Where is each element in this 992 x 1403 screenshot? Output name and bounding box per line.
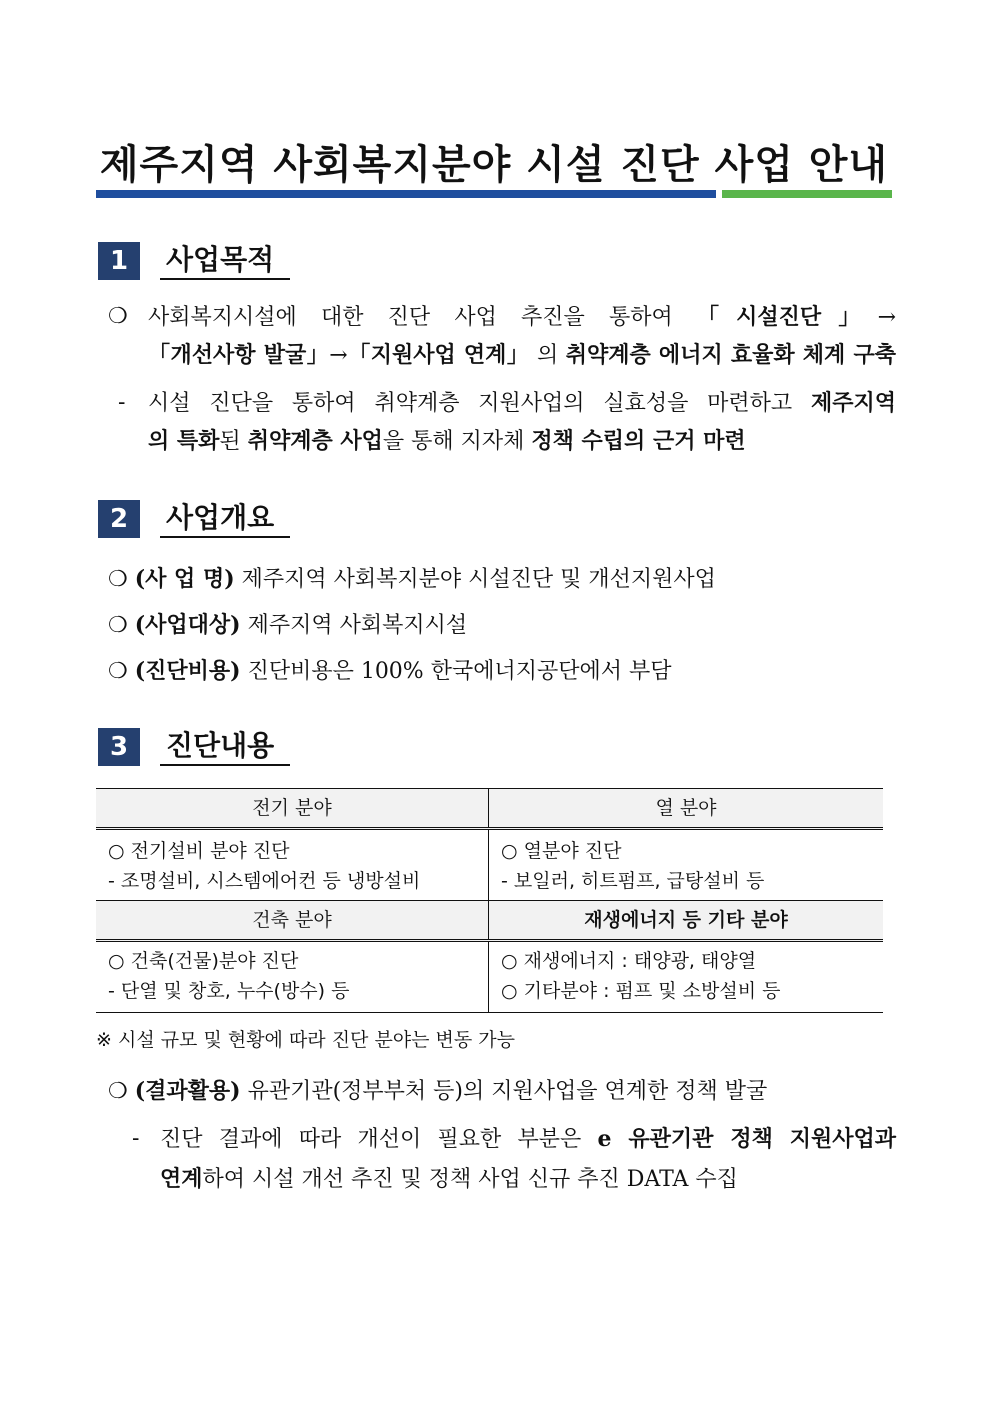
title-underline-blue: [96, 190, 716, 198]
table-cell: ○ 건축(건물)분야 진단 - 단열 및 창호, 누수(방수) 등: [96, 941, 489, 1013]
purpose-line-2: 「개선사항 발굴」→「지원사업 연계」 의 취약계층 에너지 효율화 체계 구축: [148, 342, 896, 368]
section-number-badge: 3: [98, 728, 140, 766]
section-number-badge: 1: [98, 242, 140, 280]
overview-item: ❍ (사 업 명) 제주지역 사회복지분야 시설진단 및 개선지원사업: [108, 566, 716, 592]
table-cell: ○ 재생에너지 : 태양광, 태양열 ○ 기타분야 : 펌프 및 소방설비 등: [489, 941, 884, 1013]
diagnosis-table: [96, 788, 883, 1013]
section-number-badge: 2: [98, 500, 140, 538]
overview-item: ❍ (사업대상) 제주지역 사회복지시설: [108, 612, 468, 638]
table-header-cell: 열 분야: [489, 789, 884, 829]
result-sub-marker: -: [132, 1126, 140, 1151]
table-cell: ○ 열분야 진단 - 보일러, 히트펌프, 급탕설비 등: [489, 829, 884, 901]
section-title: 사업개요: [160, 500, 290, 538]
table-header-cell: 전기 분야: [96, 789, 489, 829]
table-header-row: [96, 901, 883, 941]
section-title: 진단내용: [160, 728, 290, 766]
purpose-sub-line-1: 시설 진단을 통하여 취약계층 지원사업의 실효성을 마련하고 제주지역: [148, 390, 896, 416]
purpose-sub-marker: -: [118, 390, 126, 415]
table-row: [96, 941, 883, 1013]
result-sub-line-2: 연계하여 시설 개선 추진 및 정책 사업 신규 추진 DATA 수집: [160, 1166, 738, 1192]
table-header-row: [96, 789, 883, 829]
result-sub-line-1: 진단 결과에 따라 개선이 필요한 부분은 e 유관기관 정책 지원사업과: [160, 1126, 896, 1152]
table-header-cell: 건축 분야: [96, 901, 489, 941]
title-underline-green: [722, 190, 892, 198]
result-item: ❍ (결과활용) 유관기관(정부부처 등)의 지원사업을 연계한 정책 발굴: [108, 1078, 768, 1104]
purpose-bullet-marker: ❍: [108, 304, 128, 329]
table-header-cell: 재생에너지 등 기타 분야: [489, 901, 884, 941]
table-row: [96, 829, 883, 901]
document-title: 제주지역 사회복지분야 시설 진단 사업 안내: [99, 142, 889, 188]
purpose-sub-line-2: 의 특화된 취약계층 사업을 통해 지자체 정책 수립의 근거 마련: [148, 428, 746, 454]
overview-item: ❍ (진단비용) 진단비용은 100% 한국에너지공단에서 부담: [108, 658, 672, 684]
table-note: ※ 시설 규모 및 현황에 따라 진단 분야는 변동 가능: [96, 1029, 516, 1051]
table-cell: ○ 전기설비 분야 진단 - 조명설비, 시스템에어컨 등 냉방설비: [96, 829, 489, 901]
purpose-line-1: 사회복지시설에 대한 진단 사업 추진을 통하여 「시설진단」→: [148, 304, 896, 330]
section-title: 사업목적: [160, 242, 290, 280]
